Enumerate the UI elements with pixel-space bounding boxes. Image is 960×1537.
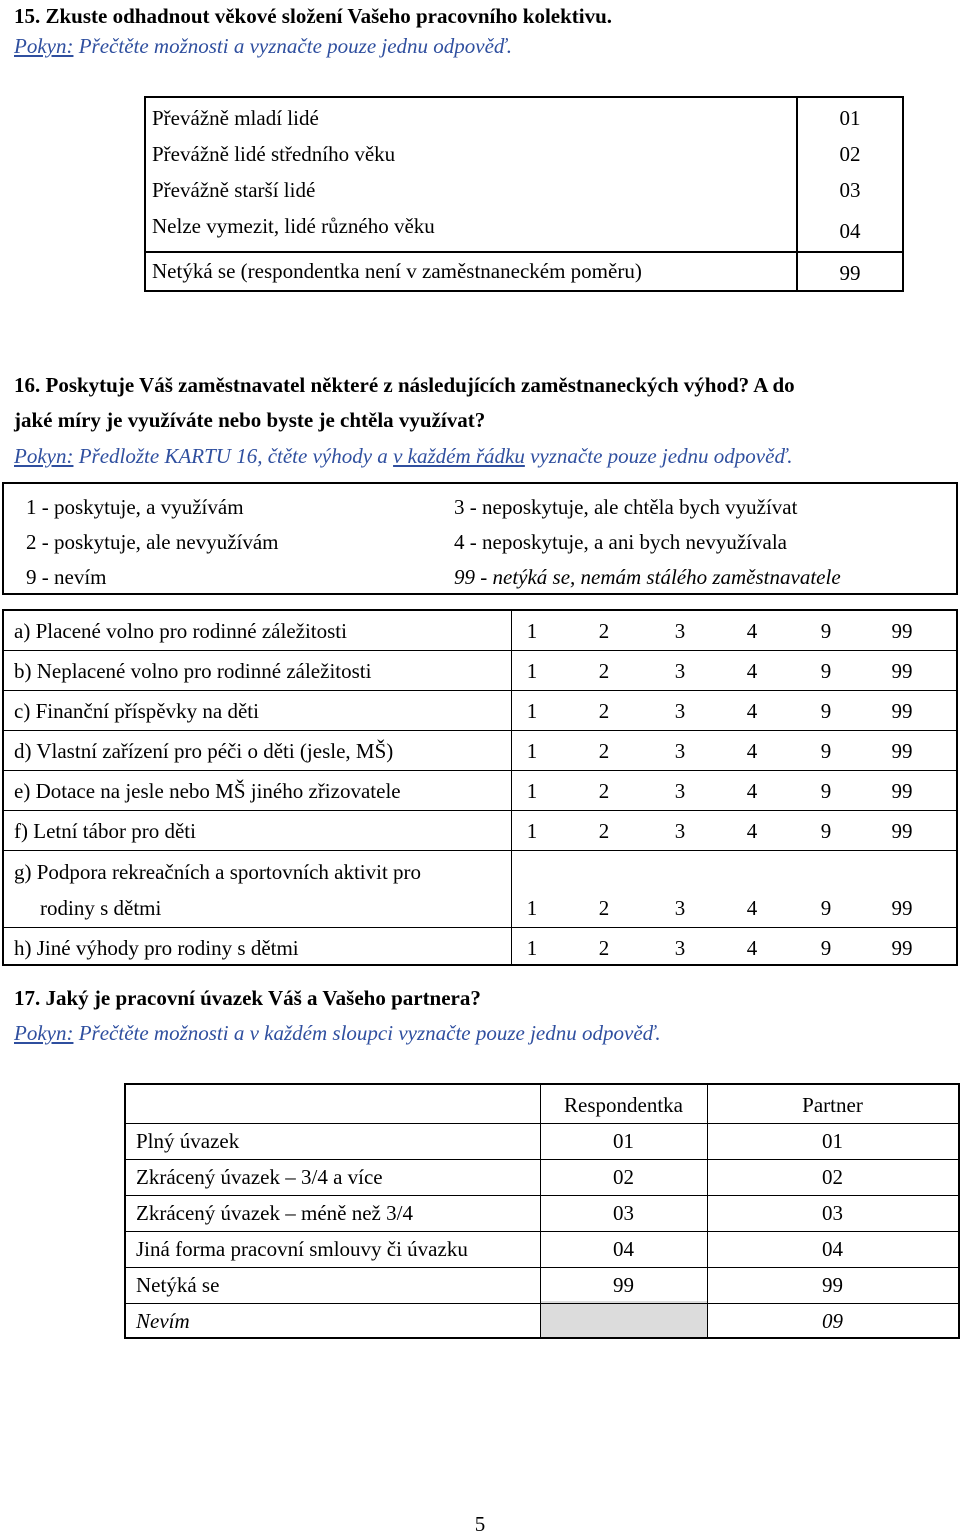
q16-item-label: e) Dotace na jesle nebo MŠ jiného zřizovatele xyxy=(14,779,401,803)
q17-instruction xyxy=(14,1021,661,1045)
q16-scale-option[interactable]: 9 xyxy=(820,739,832,763)
q16-scale-option[interactable]: 9 xyxy=(820,779,832,803)
q17-partner-code[interactable]: 02 xyxy=(822,1165,843,1189)
q16-scale-option[interactable]: 3 xyxy=(674,936,686,960)
q16-scale-option[interactable]: 2 xyxy=(598,896,610,920)
q16-instruction xyxy=(14,444,792,468)
q16-scale-option[interactable]: 3 xyxy=(674,779,686,803)
q16-instruction-a: Předložte KARTU 16, čtěte výhody a xyxy=(73,444,394,468)
q15-option-code[interactable]: 03 xyxy=(839,178,861,202)
q16-legend xyxy=(2,482,958,595)
q15-option-code[interactable]: 99 xyxy=(839,261,861,285)
q16-scale-option[interactable]: 1 xyxy=(526,699,538,723)
q17-pokyn-label: Pokyn: xyxy=(14,1021,74,1045)
q15-option-code[interactable]: 02 xyxy=(839,142,861,166)
q17-col-partner: Partner xyxy=(802,1093,863,1117)
q16-scale-option[interactable]: 4 xyxy=(746,819,758,843)
q17-respondent-code[interactable]: 02 xyxy=(613,1165,634,1189)
q16-scale-option[interactable]: 1 xyxy=(526,739,538,763)
q16-scale-option[interactable]: 99 xyxy=(891,936,913,960)
q16-scale-option[interactable]: 2 xyxy=(598,819,610,843)
q16-table xyxy=(2,609,958,966)
q15-pokyn-label: Pokyn: xyxy=(14,34,74,58)
q16-scale-option[interactable]: 1 xyxy=(526,936,538,960)
q16-scale-option[interactable]: 99 xyxy=(891,699,913,723)
q17-partner-code[interactable]: 99 xyxy=(822,1273,843,1297)
q16-scale-option[interactable]: 2 xyxy=(598,619,610,643)
q17-title: 17. Jaký je pracovní úvazek Váš a Vašeho partnera? xyxy=(14,986,481,1010)
q17-col-respondent: Respondentka xyxy=(564,1093,683,1117)
q16-scale-option[interactable]: 2 xyxy=(598,779,610,803)
q15-option-code[interactable]: 01 xyxy=(839,106,861,130)
q16-scale-option[interactable]: 99 xyxy=(891,659,913,683)
q16-item-label: d) Vlastní zařízení pro péči o děti (jesle, MŠ) xyxy=(14,739,394,763)
q16-scale-option[interactable]: 1 xyxy=(526,896,538,920)
q16-item-label: c) Finanční příspěvky na děti xyxy=(14,699,259,723)
legend-item: 99 - netýká se, nemám stálého zaměstnavatele xyxy=(454,565,841,589)
q17-respondent-code[interactable]: 04 xyxy=(613,1237,634,1261)
q15-table xyxy=(144,96,904,292)
q17-row-label: Jiná forma pracovní smlouvy či úvazku xyxy=(136,1237,468,1261)
q16-instruction-b: vyznačte pouze jednu odpověď. xyxy=(524,444,793,468)
q16-title-line2: jaké míry je využíváte nebo byste je chtěla využívat? xyxy=(14,408,486,432)
q16-item-label: a) Placené volno pro rodinné záležitosti xyxy=(14,619,347,643)
q16-scale-option[interactable]: 99 xyxy=(891,779,913,803)
q16-item-label: h) Jiné výhody pro rodiny s dětmi xyxy=(14,936,299,960)
q16-instruction-emph: v každém řádku xyxy=(393,444,525,468)
q16-scale-option[interactable]: 9 xyxy=(820,896,832,920)
q16-pokyn-label: Pokyn: xyxy=(14,444,74,468)
q16-scale-option[interactable]: 9 xyxy=(820,819,832,843)
q15-option-code[interactable]: 04 xyxy=(839,219,861,243)
q16-scale-option[interactable]: 2 xyxy=(598,739,610,763)
page-number: 5 xyxy=(474,1512,486,1536)
q16-scale-option[interactable]: 99 xyxy=(891,739,913,763)
q16-scale-option[interactable]: 2 xyxy=(598,659,610,683)
q16-scale-option[interactable]: 1 xyxy=(526,779,538,803)
q16-scale-option[interactable]: 4 xyxy=(746,739,758,763)
legend-item: 9 - nevím xyxy=(26,565,107,589)
legend-item: 3 - neposkytuje, ale chtěla bych využívat xyxy=(454,495,798,519)
q16-title-line1: 16. Poskytuje Váš zaměstnavatel některé z následujících zaměstnaneckých výhod? A do xyxy=(14,373,795,397)
q16-scale-option[interactable]: 1 xyxy=(526,659,538,683)
q16-scale-option[interactable]: 99 xyxy=(891,619,913,643)
q15-title: 15. Zkuste odhadnout věkové složení Vašeho pracovního kolektivu. xyxy=(14,4,613,28)
q15-instruction xyxy=(14,34,512,58)
q16-scale-option[interactable]: 99 xyxy=(891,819,913,843)
legend-item: 4 - neposkytuje, a ani bych nevyužívala xyxy=(454,530,787,554)
q17-partner-code[interactable]: 03 xyxy=(822,1201,843,1225)
q16-scale-option[interactable]: 4 xyxy=(746,896,758,920)
q17-partner-code[interactable]: 09 xyxy=(822,1309,843,1333)
q17-respondent-code[interactable]: 03 xyxy=(613,1201,634,1225)
q16-scale-option[interactable]: 1 xyxy=(526,819,538,843)
q17-row-label: Nevím xyxy=(136,1309,190,1333)
q16-scale-option[interactable]: 1 xyxy=(526,619,538,643)
q16-scale-option[interactable]: 4 xyxy=(746,659,758,683)
q16-scale-option[interactable]: 3 xyxy=(674,699,686,723)
q17-partner-code[interactable]: 04 xyxy=(822,1237,843,1261)
q17-row-label: Plný úvazek xyxy=(136,1129,240,1153)
q16-item-label: f) Letní tábor pro děti xyxy=(14,819,196,843)
q17-table xyxy=(124,1083,960,1339)
q17-row-label: Netýká se xyxy=(136,1273,220,1297)
q17-respondent-code[interactable]: 99 xyxy=(613,1273,634,1297)
q16-scale-option[interactable]: 4 xyxy=(746,619,758,643)
q15-option-label: Převážně starší lidé xyxy=(152,178,316,202)
q16-scale-option[interactable]: 4 xyxy=(746,779,758,803)
q15-instruction-text: Přečtěte možnosti a vyznačte pouze jednu odpověď. xyxy=(73,34,512,58)
q16-scale-option[interactable]: 3 xyxy=(674,619,686,643)
q15-option-label: Převážně lidé středního věku xyxy=(152,142,396,166)
q15-option-label: Převážně mladí lidé xyxy=(152,106,319,130)
q16-scale-option[interactable]: 9 xyxy=(820,936,832,960)
q16-scale-option[interactable]: 3 xyxy=(674,739,686,763)
q17-row-label: Zkrácený úvazek – 3/4 a více xyxy=(136,1165,383,1189)
legend-item: 1 - poskytuje, a využívám xyxy=(26,495,244,519)
q17-row-label: Zkrácený úvazek – méně než 3/4 xyxy=(136,1201,413,1225)
q16-item-label: g) Podpora rekreačních a sportovních aktivit pro xyxy=(14,860,422,884)
q17-instruction-text: Přečtěte možnosti a v každém sloupci vyznačte pouze jednu odpověď. xyxy=(73,1021,661,1045)
q16-scale-option[interactable]: 9 xyxy=(820,619,832,643)
q16-item-label: b) Neplacené volno pro rodinné záležitosti xyxy=(14,659,372,683)
q16-scale-option[interactable]: 4 xyxy=(746,936,758,960)
q16-scale-option[interactable]: 4 xyxy=(746,699,758,723)
q15-option-label: Nelze vymezit, lidé různého věku xyxy=(152,214,435,238)
q16-scale-option[interactable]: 3 xyxy=(674,896,686,920)
q16-scale-option[interactable]: 3 xyxy=(674,659,686,683)
q16-scale-option[interactable]: 99 xyxy=(891,896,913,920)
q16-scale-option[interactable]: 2 xyxy=(598,699,610,723)
q16-item-label: rodiny s dětmi xyxy=(40,896,162,920)
q16-scale-option[interactable]: 2 xyxy=(598,936,610,960)
q16-scale-option[interactable]: 3 xyxy=(674,819,686,843)
q17-respondent-code[interactable]: 01 xyxy=(613,1129,634,1153)
legend-item: 2 - poskytuje, ale nevyužívám xyxy=(26,530,279,554)
q15-option-label: Netýká se (respondentka není v zaměstnaneckém poměru) xyxy=(152,259,642,283)
q16-scale-option[interactable]: 9 xyxy=(820,699,832,723)
q17-partner-code[interactable]: 01 xyxy=(822,1129,843,1153)
q16-scale-option[interactable]: 9 xyxy=(820,659,832,683)
